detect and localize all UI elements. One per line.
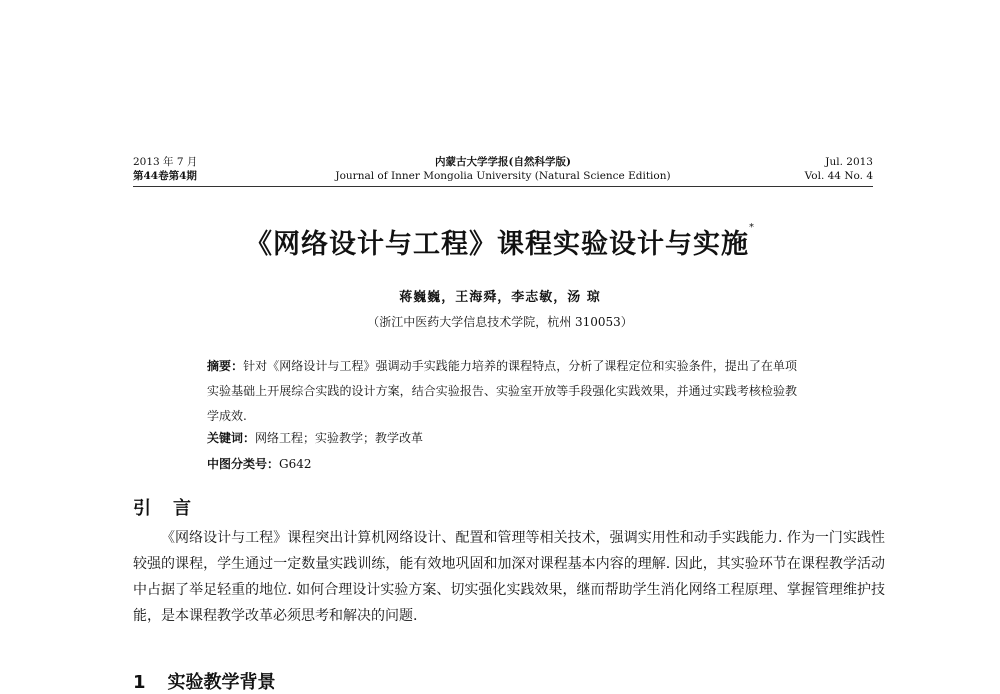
header-date-volume-en <box>805 155 873 183</box>
classification <box>207 455 312 472</box>
classification-label: 中图分类号： <box>207 457 280 471</box>
header-journal-en: Journal of Inner Mongolia University (Natural Science Edition) <box>335 170 671 182</box>
header-volume-issue: 第44卷第4期 <box>133 170 197 182</box>
abstract-label: 摘要： <box>207 359 244 373</box>
body-paragraph: 《网络设计与工程》课程突出计算机网络设计、配置和管理等相关技术，强调实用性和动手实践能力. 作为一门实践性较强的课程，学生通过一定数量实践训练，能有效地巩固和加深对课程基本内容的理解. 因此，其实验环节在课程教学活动中占据了举足轻重的地位. 如何合理设计实验方案、切实强化实践效果，继而帮助学生消化网络工程原理、掌握管理维护技能，是本课程教学改革必须思考和解决的问题. <box>133 530 885 624</box>
affiliation: （浙江中医药大学信息技术学院，杭州 310053） <box>367 315 633 329</box>
header-rule <box>133 186 873 187</box>
section-heading-intro: 引言 <box>133 498 213 519</box>
section-heading-1 <box>133 668 276 694</box>
classification-text: G642 <box>279 457 312 471</box>
section-title: 实验教学背景 <box>167 672 276 693</box>
header-volume-issue-en: Vol. 44 No. 4 <box>804 170 873 182</box>
keywords <box>207 429 423 446</box>
header-journal <box>133 155 873 183</box>
running-header <box>133 155 873 187</box>
paper-title <box>140 222 860 261</box>
header-date-en: Jul. 2013 <box>825 156 873 168</box>
header-date: 2013 年 7 月 <box>133 156 198 168</box>
section-number: 1 <box>133 672 146 693</box>
paper-title-text: 《网络设计与工程》课程实验设计与实施 <box>245 229 749 260</box>
title-footnote-mark: * <box>749 222 755 233</box>
abstract <box>207 354 797 429</box>
header-journal-cn: 内蒙古大学学报(自然科学版) <box>435 156 571 168</box>
keywords-label: 关键词： <box>207 431 256 445</box>
keywords-text: 网络工程；实验教学；教学改革 <box>255 431 424 445</box>
abstract-text: 针对《网络设计与工程》强调动手实践能力培养的课程特点，分析了课程定位和实验条件，提出了在单项实验基础上开展综合实践的设计方案，结合实验报告、实验室开放等手段强化实践效果，并通过实践考核检验教学成效. <box>207 359 797 423</box>
authors: 蒋巍巍，王海舜，李志敏，汤 琼 <box>399 290 601 305</box>
